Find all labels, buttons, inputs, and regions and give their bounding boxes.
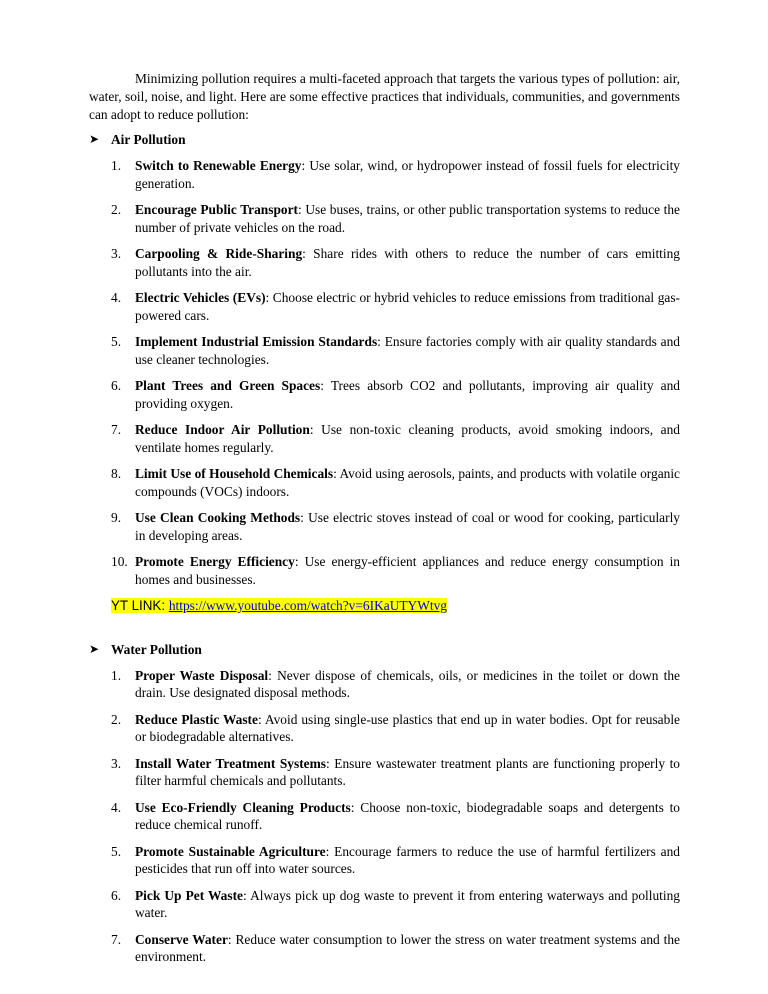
list-item bbox=[89, 667, 680, 703]
item-number: 8. bbox=[111, 466, 122, 482]
item-title: Electric Vehicles (EVs) bbox=[135, 290, 266, 306]
intro-paragraph: Minimizing pollution requires a multi-faceted approach that targets the various types of pollution: air, water, soil, noise, and light. Here are some effective practices that individuals, communities, and governments can adopt to reduce pollution: bbox=[89, 71, 680, 122]
item-text: : Encourage farmers to reduce the use of harmful fertilizers and pesticides that run off into water sources. bbox=[135, 843, 680, 877]
item-number: 9. bbox=[111, 510, 122, 526]
item-number: 2. bbox=[111, 711, 122, 727]
item-text: : Use buses, trains, or other public transportation systems to reduce the number of private vehicles on the road. bbox=[135, 202, 680, 235]
item-number: 3. bbox=[111, 246, 122, 262]
item-title: Plant Trees and Green Spaces bbox=[135, 378, 321, 394]
item-number: 7. bbox=[111, 931, 122, 947]
item-text: : Choose electric or hybrid vehicles to reduce emissions from traditional gas-powered cars. bbox=[135, 290, 680, 323]
water-pollution-heading bbox=[89, 641, 680, 659]
item-number: 2. bbox=[111, 202, 122, 218]
list-item bbox=[89, 553, 680, 589]
yt-link-label: YT LINK: bbox=[111, 598, 169, 614]
item-title: Install Water Treatment Systems bbox=[135, 755, 326, 771]
item-number: 6. bbox=[111, 887, 122, 903]
arrow-bullet-icon: ➤ bbox=[89, 641, 100, 656]
item-title: Reduce Indoor Air Pollution bbox=[135, 422, 310, 438]
list-item bbox=[89, 245, 680, 281]
list-item bbox=[89, 887, 680, 923]
item-text: : Reduce water consumption to lower the stress on water treatment systems and the environment. bbox=[135, 931, 680, 965]
list-item bbox=[89, 799, 680, 835]
list-item bbox=[89, 843, 680, 879]
item-number: 7. bbox=[111, 422, 122, 438]
list-item bbox=[89, 333, 680, 369]
list-item bbox=[89, 421, 680, 457]
item-number: 6. bbox=[111, 378, 122, 394]
item-title: Conserve Water bbox=[135, 931, 228, 947]
section-title: Water Pollution bbox=[111, 641, 202, 657]
item-number: 5. bbox=[111, 843, 122, 859]
arrow-bullet-icon: ➤ bbox=[89, 132, 100, 147]
item-title: Proper Waste Disposal bbox=[135, 667, 269, 683]
item-text: : Ensure wastewater treatment plants are functioning properly to filter harmful chemicals and pollutants. bbox=[135, 755, 680, 789]
item-text: : Share rides with others to reduce the number of cars emitting pollutants into the air. bbox=[135, 246, 680, 279]
list-item bbox=[89, 201, 680, 237]
item-title: Use Eco-Friendly Cleaning Products bbox=[135, 799, 351, 815]
item-number: 10. bbox=[111, 554, 128, 570]
item-title: Promote Energy Efficiency bbox=[135, 554, 295, 570]
air-pollution-heading bbox=[89, 131, 680, 149]
item-text: : Avoid using aerosols, paints, and products with volatile organic compounds (VOCs) indoors. bbox=[135, 466, 680, 499]
water-pollution-section bbox=[89, 641, 680, 966]
list-item bbox=[89, 377, 680, 413]
item-title: Implement Industrial Emission Standards bbox=[135, 334, 378, 350]
item-text: : Trees absorb CO2 and pollutants, improving air quality and providing oxygen. bbox=[135, 378, 680, 411]
item-title: Promote Sustainable Agriculture bbox=[135, 843, 326, 859]
item-text: : Ensure factories comply with air quality standards and use cleaner technologies. bbox=[135, 334, 680, 367]
item-title: Pick Up Pet Waste bbox=[135, 887, 243, 903]
document-body bbox=[89, 70, 680, 975]
list-item bbox=[89, 931, 680, 967]
item-number: 4. bbox=[111, 290, 122, 306]
list-item bbox=[89, 289, 680, 325]
list-item bbox=[89, 755, 680, 791]
item-text: : Use non-toxic cleaning products, avoid smoking indoors, and ventilate homes regularly. bbox=[135, 422, 681, 455]
air-pollution-list bbox=[89, 157, 680, 588]
item-text: : Use electric stoves instead of coal or wood for cooking, particularly in developing areas. bbox=[135, 510, 681, 543]
item-title: Use Clean Cooking Methods bbox=[135, 510, 301, 526]
item-text: : Use solar, wind, or hydropower instead of fossil fuels for electricity generation. bbox=[135, 158, 680, 191]
item-text: : Never dispose of chemicals, oils, or medicines in the toilet or down the drain. Use designated disposal methods. bbox=[135, 667, 681, 701]
item-text: : Choose non-toxic, biodegradable soaps and detergents to reduce chemical runoff. bbox=[135, 799, 680, 833]
item-title: Encourage Public Transport bbox=[135, 202, 298, 218]
list-item bbox=[89, 509, 680, 545]
yt-link-line bbox=[111, 597, 680, 615]
item-number: 4. bbox=[111, 799, 122, 815]
air-pollution-section bbox=[89, 131, 680, 614]
item-number: 5. bbox=[111, 334, 122, 350]
item-title: Carpooling & Ride-Sharing bbox=[135, 246, 303, 262]
item-title: Limit Use of Household Chemicals bbox=[135, 466, 334, 482]
item-text: : Avoid using single-use plastics that end up in water bodies. Opt for reusable or biodegradable alternatives. bbox=[135, 711, 680, 745]
section-title: Air Pollution bbox=[111, 132, 186, 148]
list-item bbox=[89, 465, 680, 501]
item-number: 1. bbox=[111, 667, 122, 683]
item-title: Switch to Renewable Energy bbox=[135, 158, 302, 174]
yt-link-url[interactable]: https://www.youtube.com/watch?v=6IKaUTYWtvg bbox=[168, 598, 447, 614]
item-number: 3. bbox=[111, 755, 122, 771]
list-item bbox=[89, 711, 680, 747]
item-text: : Use energy-efficient appliances and reduce energy consumption in homes and businesses. bbox=[135, 554, 680, 587]
item-number: 1. bbox=[111, 158, 122, 174]
item-text: : Always pick up dog waste to prevent it from entering waterways and polluting water. bbox=[135, 887, 680, 921]
list-item bbox=[89, 157, 680, 193]
water-pollution-list bbox=[89, 667, 680, 967]
item-title: Reduce Plastic Waste bbox=[135, 711, 258, 727]
